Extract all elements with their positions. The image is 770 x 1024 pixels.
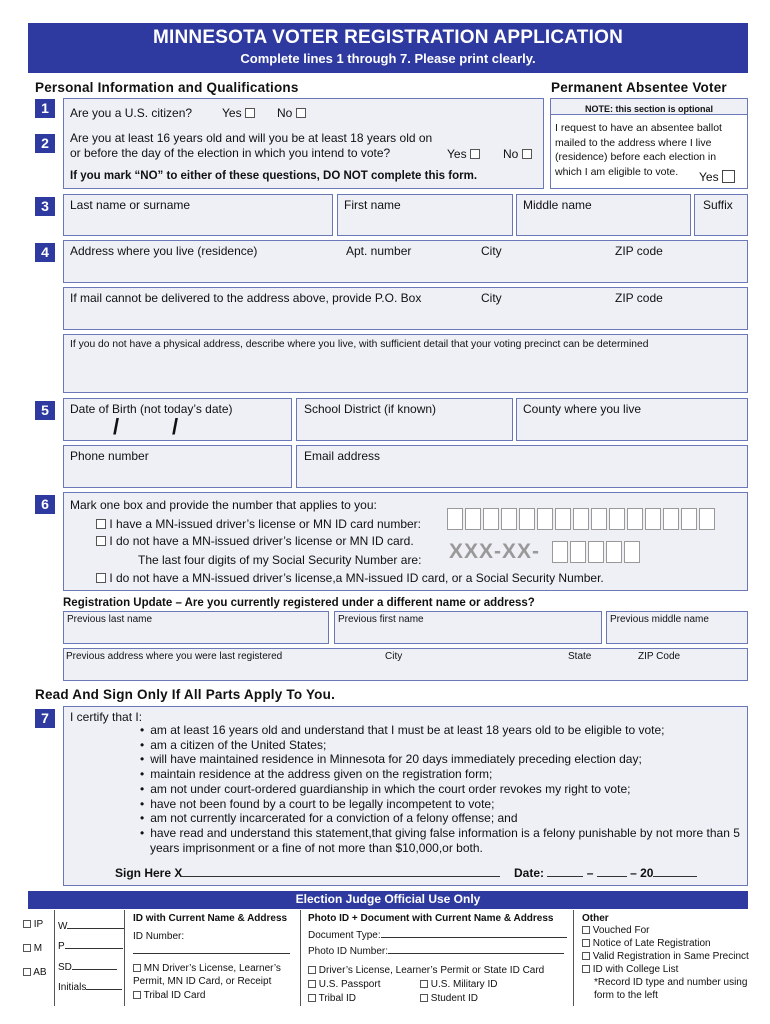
id-option-1-label: I have a MN-issued driver’s license or MN ID card number: xyxy=(109,517,422,531)
official-col-divider xyxy=(54,910,55,1006)
signature-line[interactable] xyxy=(115,866,500,880)
col2-opt-5[interactable] xyxy=(420,992,478,1005)
first-name-field[interactable] xyxy=(337,194,513,236)
col1-opt-1[interactable] xyxy=(133,962,298,988)
dob-slash-2: / xyxy=(172,414,179,439)
ab-box[interactable] xyxy=(23,966,47,979)
sd-label: SD xyxy=(58,962,72,973)
license-digit-box[interactable] xyxy=(465,508,481,530)
id-option-2-label: I do not have a MN-issued driver’s license or MN ID card. xyxy=(109,534,414,548)
form-title: MINNESOTA VOTER REGISTRATION APPLICATION xyxy=(153,27,623,48)
col2-opt-3-label: U.S. Military ID xyxy=(430,979,498,990)
form-header xyxy=(28,23,748,73)
official-col-divider xyxy=(124,910,125,1006)
col2-doc-label: Document Type: xyxy=(308,930,381,941)
line-number-1: 1 xyxy=(35,99,55,118)
prev-first-name-label: Previous first name xyxy=(338,614,424,625)
ip-box[interactable] xyxy=(23,918,43,931)
q2-no-checkbox[interactable] xyxy=(522,149,532,159)
col3-opt-3-label: Valid Registration in Same Precinct xyxy=(592,951,749,962)
date-year-prefix: – 20 xyxy=(630,866,654,880)
section-title-personal: Personal Information and Qualifications xyxy=(35,80,299,95)
certify-item: • have not been found by a court to be legally incompetent to vote; xyxy=(140,797,740,812)
prev-zip-label: ZIP Code xyxy=(638,651,681,662)
date-month-field[interactable] xyxy=(547,876,583,877)
col1-opt-2-label: Tribal ID Card xyxy=(143,990,206,1001)
ssn-digit-boxes[interactable] xyxy=(552,541,642,568)
school-district-label: School District (if known) xyxy=(304,402,437,416)
prev-last-name-label: Previous last name xyxy=(67,614,153,625)
id-option-2-checkbox[interactable] xyxy=(96,536,106,546)
absentee-yes-label: Yes xyxy=(699,170,719,184)
official-col-divider xyxy=(300,910,301,1006)
absentee-text: I request to have an absentee ballot mailed to the address where I live (residence) before each election in which I am eligible to vote. xyxy=(555,122,722,178)
q2-yes[interactable] xyxy=(447,147,480,161)
precinct-field[interactable] xyxy=(58,940,123,953)
col3-note: *Record ID type and number using form to the left xyxy=(594,977,748,1001)
line-number-5: 5 xyxy=(35,401,55,420)
col1-id-number: ID Number: xyxy=(133,931,185,942)
col2-doc-line[interactable] xyxy=(381,937,567,938)
col1-opt-2[interactable] xyxy=(133,989,205,1002)
col2-title: Photo ID + Document with Current Name & Address xyxy=(308,913,554,924)
line-number-3: 3 xyxy=(35,197,55,216)
col3-opt-2-label: Notice of Late Registration xyxy=(592,938,711,949)
ab-label: AB xyxy=(33,967,47,978)
license-number-boxes[interactable] xyxy=(447,508,717,535)
initials-label: Initials xyxy=(58,982,87,993)
no-address-label: If you do not have a physical address, describe where you live, with sufficient detail that your voting precinct can be determined xyxy=(70,339,649,350)
ssn-digit-box[interactable] xyxy=(588,541,604,563)
dob-slash-1: / xyxy=(113,414,120,439)
license-digit-box[interactable] xyxy=(681,508,697,530)
signature-field[interactable] xyxy=(182,876,500,877)
col3-opt-2-checkbox[interactable] xyxy=(582,939,590,947)
col3-opt-1[interactable] xyxy=(582,924,650,937)
po-box-label: If mail cannot be delivered to the address above, provide P.O. Box xyxy=(70,291,422,305)
last-name-field[interactable] xyxy=(63,194,333,236)
phone-label: Phone number xyxy=(70,449,149,463)
license-digit-box[interactable] xyxy=(483,508,499,530)
col2-photo-line[interactable] xyxy=(388,953,564,954)
col2-opt-2-label: U.S. Passport xyxy=(318,979,381,990)
ssn-digit-box[interactable] xyxy=(624,541,640,563)
ip-label: IP xyxy=(33,919,44,930)
residence-city-label: City xyxy=(481,244,502,258)
id-option-3-label: I do not have a MN-issued driver’s license,a MN-issued ID card, or a Social Security Number. xyxy=(109,571,604,585)
sign-here-label: Sign Here X xyxy=(115,866,183,880)
col2-opt-5-checkbox[interactable] xyxy=(420,994,428,1002)
line-number-7: 7 xyxy=(35,709,55,728)
license-digit-box[interactable] xyxy=(573,508,589,530)
m-label: M xyxy=(33,943,43,954)
col2-opt-5-label: Student ID xyxy=(430,993,479,1004)
id-option-1-checkbox[interactable] xyxy=(96,519,106,529)
suffix-label: Suffix xyxy=(703,198,733,212)
col2-opt-1-checkbox[interactable] xyxy=(308,966,316,974)
col2-opt-2[interactable] xyxy=(308,978,380,991)
sd-line[interactable] xyxy=(72,969,117,970)
col3-opt-3[interactable] xyxy=(582,950,749,963)
q2-warning: If you mark “NO” to either of these questions, DO NOT complete this form. xyxy=(70,170,478,182)
certify-item: • am not under court-ordered guardianship in which the court order revokes my right to vote; xyxy=(140,782,740,797)
id-option-2[interactable] xyxy=(96,534,414,548)
absentee-note: NOTE: this section is optional xyxy=(584,104,713,114)
col2-opt-4-checkbox[interactable] xyxy=(308,994,316,1002)
col3-opt-1-checkbox[interactable] xyxy=(582,926,590,934)
date-year-field[interactable] xyxy=(653,876,697,877)
q2-yes-label: Yes xyxy=(447,147,467,161)
prev-last-name-field[interactable] xyxy=(63,611,329,644)
col1-id-line[interactable] xyxy=(133,953,290,954)
ward-field[interactable] xyxy=(58,920,125,933)
col2-photo-id[interactable] xyxy=(308,945,564,958)
col1-title: ID with Current Name & Address xyxy=(133,913,288,924)
m-checkbox[interactable] xyxy=(23,944,31,952)
date-day-field[interactable] xyxy=(597,876,627,877)
dob-label: Date of Birth (not today’s date) xyxy=(70,402,233,416)
update-title: Registration Update – Are you currently registered under a different name or address? xyxy=(63,597,535,609)
phone-field[interactable] xyxy=(63,445,292,488)
license-digit-box[interactable] xyxy=(663,508,679,530)
q1-yes[interactable] xyxy=(222,106,255,120)
id-option-3-checkbox[interactable] xyxy=(96,573,106,583)
date-separator-1: – xyxy=(586,866,594,880)
license-digit-box[interactable] xyxy=(519,508,535,530)
certify-intro: I certify that I: xyxy=(70,710,143,724)
col3-opt-3-checkbox[interactable] xyxy=(582,952,590,960)
col1-opt-1-label: MN Driver’s License, Learner’s Permit, MN ID Card, or Receipt xyxy=(133,963,281,987)
ssn-digit-box[interactable] xyxy=(552,541,568,563)
official-use-bar: Election Judge Official Use Only xyxy=(28,891,748,908)
prev-first-name-field[interactable] xyxy=(334,611,602,644)
po-zip-label: ZIP code xyxy=(615,291,663,305)
col2-opt-4-label: Tribal ID xyxy=(318,993,357,1004)
first-name-label: First name xyxy=(344,198,401,212)
county-label: County where you live xyxy=(523,402,642,416)
col3-opt-4-checkbox[interactable] xyxy=(582,965,590,973)
certify-item: • have read and understand this statement,that giving false information is a felony punishable by not more than 5 years imprisonment or a fine of not more than $10,000,or both. xyxy=(140,826,740,855)
col2-photo-label: Photo ID Number: xyxy=(308,946,389,957)
license-digit-box[interactable] xyxy=(537,508,553,530)
ward-line[interactable] xyxy=(67,928,125,929)
ip-checkbox[interactable] xyxy=(23,920,31,928)
col2-opt-2-checkbox[interactable] xyxy=(308,980,316,988)
m-box[interactable] xyxy=(23,942,42,955)
suffix-field[interactable] xyxy=(694,194,748,236)
initials-line[interactable] xyxy=(86,989,122,990)
license-digit-box[interactable] xyxy=(609,508,625,530)
col2-opt-1-label: Driver’s License, Learner’s Permit or State ID Card xyxy=(318,965,545,976)
po-city-label: City xyxy=(481,291,502,305)
absentee-note-bar xyxy=(550,98,748,115)
line-number-6: 6 xyxy=(35,495,55,514)
license-digit-box[interactable] xyxy=(699,508,715,530)
certify-item: • am not currently incarcerated for a conviction of a felony offense; and xyxy=(140,811,740,826)
col2-opt-3-checkbox[interactable] xyxy=(420,980,428,988)
certify-item: • am at least 16 years old and understand that I must be at least 18 years old to be eligible to vote; xyxy=(140,723,740,738)
license-digit-box[interactable] xyxy=(627,508,643,530)
ward-label: W xyxy=(58,921,68,932)
official-col-divider xyxy=(573,910,574,1006)
q2-label: Are you at least 16 years old and will you be at least 18 years old on or before the day of the election in which you intend to vote? xyxy=(70,131,433,160)
q1-no-checkbox[interactable] xyxy=(296,108,306,118)
prev-state-label: State xyxy=(568,651,592,662)
form-subtitle: Complete lines 1 through 7. Please print clearly. xyxy=(240,51,536,66)
section-title-read-sign: Read And Sign Only If All Parts Apply To You. xyxy=(35,687,336,702)
school-district-field[interactable] xyxy=(296,398,513,441)
license-digit-box[interactable] xyxy=(447,508,463,530)
ssn-label: The last four digits of my Social Security Number are: xyxy=(138,553,422,567)
precinct-line[interactable] xyxy=(65,948,123,949)
ssn-digit-box[interactable] xyxy=(570,541,586,563)
prev-middle-name-field[interactable] xyxy=(606,611,748,644)
id-option-1[interactable] xyxy=(96,517,421,531)
date-label: Date: xyxy=(514,866,545,880)
q1-no-label: No xyxy=(277,106,293,120)
residence-address-label: Address where you live (residence) xyxy=(70,244,258,258)
q1-yes-label: Yes xyxy=(222,106,242,120)
middle-name-label: Middle name xyxy=(523,198,592,212)
col2-opt-1[interactable] xyxy=(308,964,544,977)
license-digit-box[interactable] xyxy=(501,508,517,530)
col2-opt-4[interactable] xyxy=(308,992,356,1005)
initials-field[interactable] xyxy=(58,981,122,994)
ssn-prefix: XXX-XX- xyxy=(449,540,541,563)
middle-name-field[interactable] xyxy=(516,194,691,236)
license-digit-box[interactable] xyxy=(645,508,661,530)
county-field[interactable] xyxy=(516,398,748,441)
ssn-digit-box[interactable] xyxy=(606,541,622,563)
prev-middle-name-label: Previous middle name xyxy=(610,614,709,625)
license-digit-box[interactable] xyxy=(591,508,607,530)
date-line[interactable] xyxy=(514,866,697,880)
apt-number-label: Apt. number xyxy=(346,244,412,258)
residence-zip-label: ZIP code xyxy=(615,244,663,258)
absentee-yes[interactable] xyxy=(699,170,735,184)
school-district-code-field[interactable] xyxy=(58,961,117,974)
col3-opt-4[interactable] xyxy=(582,963,678,976)
line-number-2: 2 xyxy=(35,134,55,153)
id-option-3[interactable] xyxy=(96,571,604,585)
section-title-absentee: Permanent Absentee Voter xyxy=(551,80,727,95)
official-divider xyxy=(28,908,748,909)
line-number-4: 4 xyxy=(35,243,55,262)
certify-item: • maintain residence at the address given on the registration form; xyxy=(140,767,740,782)
absentee-yes-checkbox[interactable] xyxy=(722,170,735,183)
q2-no[interactable] xyxy=(503,147,532,161)
q2-no-label: No xyxy=(503,147,519,161)
prev-address-label: Previous address where you were last registered xyxy=(66,651,283,662)
col1-opt-2-checkbox[interactable] xyxy=(133,991,141,999)
col2-opt-3[interactable] xyxy=(420,978,497,991)
col3-title: Other xyxy=(582,913,609,924)
q2-yes-checkbox[interactable] xyxy=(470,149,480,159)
ab-checkbox[interactable] xyxy=(23,968,31,976)
certification-list xyxy=(140,723,740,855)
q1-no[interactable] xyxy=(277,106,306,120)
certify-item: • am a citizen of the United States; xyxy=(140,738,740,753)
id-instruction: Mark one box and provide the number that applies to you: xyxy=(70,498,377,512)
precinct-label: P xyxy=(58,941,65,952)
q1-label: Are you a U.S. citizen? xyxy=(70,106,193,120)
prev-city-label: City xyxy=(385,651,403,662)
col2-doc-type[interactable] xyxy=(308,929,567,942)
license-digit-box[interactable] xyxy=(555,508,571,530)
q1-yes-checkbox[interactable] xyxy=(245,108,255,118)
col3-opt-4-label: ID with College List xyxy=(592,964,679,975)
email-field[interactable] xyxy=(296,445,748,488)
last-name-label: Last name or surname xyxy=(70,198,191,212)
col3-opt-1-label: Vouched For xyxy=(592,925,650,936)
col1-opt-1-checkbox[interactable] xyxy=(133,964,141,972)
email-label: Email address xyxy=(304,449,381,463)
certify-item: • will have maintained residence in Minnesota for 20 days immediately preceding election day; xyxy=(140,752,740,767)
col3-opt-2[interactable] xyxy=(582,937,711,950)
